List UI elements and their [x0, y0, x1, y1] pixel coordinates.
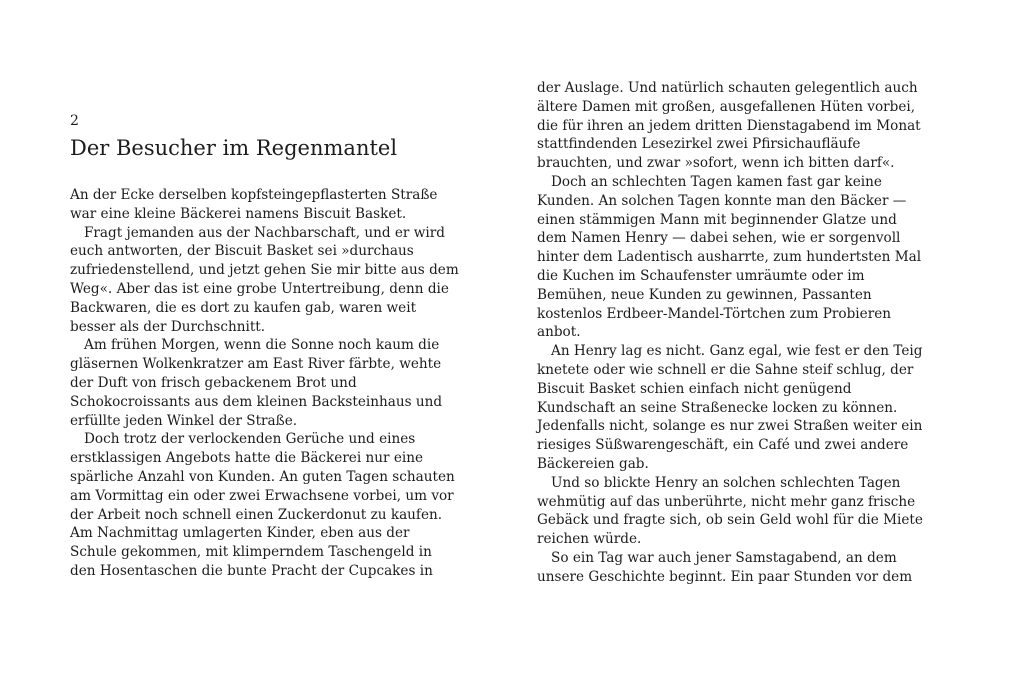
text-line: Und so blickte Henry an solchen schlechten Tagen [551, 474, 901, 491]
text-line: Weg«. Aber das ist eine grobe Untertreibung, denn die [70, 280, 449, 297]
text-line: Kunden. An solchen Tagen konnte man den Bäcker — [537, 192, 907, 209]
text-line: der Auslage. Und natürlich schauten gelegentlich auch [537, 80, 918, 96]
text-line: gläsernen Wolkenkratzer am East River färbte, wehte [70, 356, 442, 373]
text-line: ältere Damen mit großen, ausgefallenen Hüten vorbei, [537, 98, 916, 115]
text-line: An der Ecke derselben kopfsteingepflasterten Straße [70, 187, 438, 203]
text-line: reichen würde. [537, 531, 642, 548]
chapter-title: Der Besucher im Regenmantel [70, 136, 398, 160]
right-page-body [537, 79, 923, 587]
text-line: knetete oder wie schnell er die Sahne steif schlug, der [537, 361, 914, 378]
text-line: Am frühen Morgen, wenn die Sonne noch kaum die [84, 337, 440, 354]
text-line: Jedenfalls nicht, solange es nur zwei Straßen weiter ein [537, 418, 923, 435]
text-line: besser als der Durchschnitt. [70, 318, 266, 335]
text-line: So ein Tag war auch jener Samstagabend, an dem [551, 549, 897, 566]
chapter-number: 2 [70, 113, 79, 129]
text-line: am Vormittag ein oder zwei Erwachsene vorbei, um vor [70, 487, 454, 504]
left-page-body [70, 186, 459, 581]
text-line: Doch trotz der verlockenden Gerüche und eines [84, 431, 416, 448]
text-line: Schule gekommen, mit klimperndem Taschengeld in [70, 544, 432, 561]
text-line: hinter dem Ladentisch ausharrte, zum hundertsten Mal [537, 249, 922, 266]
text-line: unsere Geschichte beginnt. Ein paar Stunden vor dem [537, 568, 913, 585]
text-line: war eine kleine Bäckerei namens Biscuit Basket. [70, 205, 407, 222]
text-line: An Henry lag es nicht. Ganz egal, wie fest er den Teig [551, 343, 923, 360]
text-line: erstklassigen Angebots hatte die Bäckerei nur eine [70, 450, 424, 467]
text-line: erfüllte jeden Winkel der Straße. [70, 412, 298, 429]
text-line: wehmütig auf das unberührte, nicht mehr ganz frische [537, 493, 916, 510]
text-line: zufriedenstellend, und jetzt gehen Sie mir bitte aus dem [70, 262, 459, 279]
text-line: den Hosentaschen die bunte Pracht der Cupcakes in [70, 562, 433, 579]
text-line: Fragt jemanden aus der Nachbarschaft, und er wird [84, 224, 445, 241]
text-line: dem Namen Henry — dabei sehen, wie er sorgenvoll [537, 230, 901, 247]
text-line: einen stämmigen Mann mit beginnender Glatze und [537, 211, 897, 228]
text-line: Schokocroissants aus dem kleinen Backsteinhaus und [70, 393, 443, 410]
text-line: brauchten, und zwar »sofort, wenn ich bitten darf«. [537, 155, 895, 172]
text-line: spärliche Anzahl von Kunden. An guten Tagen schauten [70, 468, 455, 485]
text-line: Am Nachmittag umlagerten Kinder, eben aus der [70, 525, 410, 542]
text-line: anbot. [537, 324, 581, 341]
text-line: Doch an schlechten Tagen kamen fast gar keine [551, 173, 882, 190]
text-line: riesiges Süßwarengeschäft, ein Café und zwei andere [537, 437, 909, 454]
text-line: kostenlos Erdbeer-Mandel-Törtchen zum Probieren [537, 305, 892, 322]
text-line: die für ihren an jedem dritten Dienstagabend im Monat [537, 117, 921, 134]
text-line: Bäckereien gab. [537, 455, 649, 472]
text-line: die Kuchen im Schaufenster umräumte oder im [537, 267, 865, 284]
text-line: stattfindenden Lesezirkel zwei Pfirsichaufläufe [537, 136, 861, 153]
text-line: Backwaren, die es dort zu kaufen gab, waren weit [70, 299, 417, 316]
text-line: euch antworten, der Biscuit Basket sei »durchaus [70, 243, 414, 260]
text-line: der Arbeit noch schnell einen Zuckerdonut zu kaufen. [70, 506, 443, 523]
text-line: Biscuit Basket schien einfach nicht genügend [537, 380, 852, 397]
text-line: Bemühen, neue Kunden zu gewinnen, Passanten [537, 286, 872, 303]
text-line: Kundschaft an seine Straßenecke locken zu können. [537, 399, 898, 416]
text-line: Gebäck und fragte sich, ob sein Geld wohl für die Miete [537, 512, 923, 529]
text-line: der Duft von frisch gebackenem Brot und [70, 374, 357, 391]
